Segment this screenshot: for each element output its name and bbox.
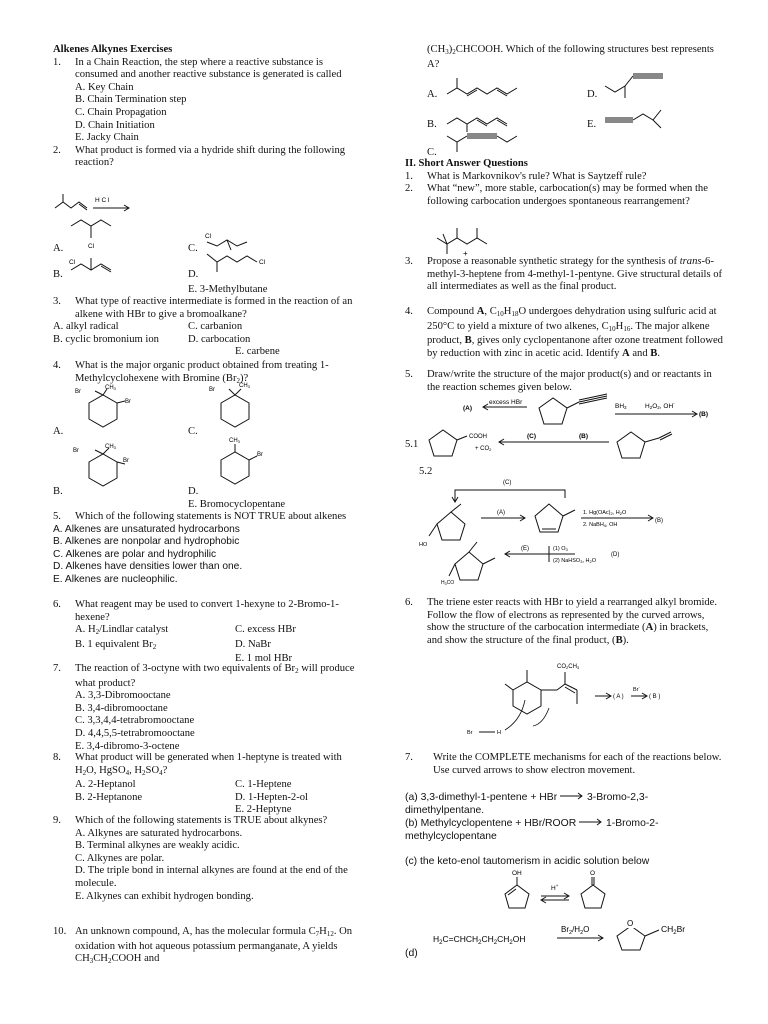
option-label: B. bbox=[53, 486, 63, 497]
bromomethyl-group: $CH_2Br$ bbox=[661, 924, 686, 936]
methyl-group: CH3 bbox=[105, 385, 116, 391]
reagent-label: H2O2, OH- bbox=[645, 401, 675, 410]
option-label: D. bbox=[188, 269, 199, 280]
option: E. 1 mol HBr bbox=[235, 653, 293, 665]
option: D. Alkenes have densities lower than one. bbox=[53, 561, 243, 573]
label-c: (C) bbox=[503, 480, 512, 486]
question-text: , H bbox=[129, 764, 143, 776]
question-text: What “new”, more stable, carbocation(s) may be formed when the following carbocation undergoes spontaneous rearrangement? bbox=[427, 183, 708, 207]
sa-7a bbox=[405, 792, 723, 817]
hbr-label: Br bbox=[467, 730, 473, 736]
sa-question-4: 4. Compound A, $C_{10}H_{18}O$ undergoes dehydration using sulfuric acid at 250°C to yield a mixture of two alkenes, $C_{10}H_{16}$. The major alkene product, B, gives only cyclopentanone after ozone treatment followed by reduction with zinc in acetic acid. Identify A and B. bbox=[405, 306, 723, 359]
option: B. 1 equivalent Br bbox=[75, 638, 153, 650]
question-6 bbox=[53, 599, 358, 666]
starting-material: $H_2C=CHCH_2CH_2CH_2OH$ bbox=[433, 934, 526, 946]
q2-option-b-structure bbox=[69, 254, 139, 284]
option-label: C. bbox=[427, 147, 437, 158]
option: C. excess HBr bbox=[235, 624, 296, 636]
sa2-carbocation-structure bbox=[435, 224, 525, 256]
worksheet-title: Alkenes Alkynes Exercises bbox=[53, 44, 173, 55]
question-text: Draw/write the structure of the major product(s) and or reactants in the reaction schemes given below. bbox=[427, 369, 712, 393]
reaction-text: 3-Bromo-2,3-dimethylpentane. bbox=[405, 792, 649, 816]
question-text: What product will be generated when 1-heptyne is treated with H bbox=[75, 752, 342, 776]
question-text: What type of reactive intermediate is formed in the reaction of an alkene with HBr to give a bromoalkane? bbox=[75, 296, 353, 320]
subscript: 2 bbox=[142, 768, 146, 777]
ring-oxygen: O bbox=[627, 919, 634, 928]
methyl-group: CH3 bbox=[229, 438, 240, 444]
question-text: The reaction of 3-octyne with two equivalents of Br bbox=[75, 663, 296, 674]
hydroxyl-group: HO bbox=[419, 542, 428, 548]
question-number: 1. bbox=[53, 56, 61, 68]
option: C. 1-Heptene bbox=[235, 779, 292, 791]
question-4 bbox=[53, 360, 358, 387]
subscript: 7 bbox=[315, 930, 320, 938]
reaction-text: 1-Bromo-2-methylcyclopentane bbox=[405, 818, 659, 842]
option: B. 2-Heptanone bbox=[75, 791, 143, 803]
q10-option-c-structure bbox=[445, 128, 535, 158]
label-a: (A) bbox=[463, 405, 473, 412]
question-9 bbox=[53, 815, 358, 903]
section-title: II. Short Answer Questions bbox=[405, 158, 528, 169]
label-e: (E) bbox=[521, 546, 529, 552]
option: C. carbanion bbox=[188, 321, 243, 333]
label-b: ( B ) bbox=[649, 694, 661, 700]
reagent-label: excess HBr bbox=[489, 399, 523, 406]
option: C. Chain Propagation bbox=[75, 106, 167, 118]
subscript: 12 bbox=[326, 930, 334, 938]
sa-question-1 bbox=[405, 171, 723, 184]
question-text: CHCOOH. Which of the following structures best represents A? bbox=[427, 44, 714, 70]
q1-block bbox=[53, 44, 358, 170]
option: A. H bbox=[75, 624, 96, 636]
option: A. 2-Heptanol bbox=[75, 779, 136, 791]
question-text: What product is formed via a hydride shift during the following reaction? bbox=[75, 144, 346, 169]
question-number: 9. bbox=[53, 815, 61, 826]
label-c: (C) bbox=[527, 433, 537, 440]
bromine-atom: Br bbox=[75, 389, 81, 395]
carboxyl-group: COOH bbox=[469, 434, 487, 440]
sa-question-3 bbox=[405, 256, 723, 294]
subquestion-label: 5.1 bbox=[405, 439, 419, 450]
option-label: A. bbox=[53, 426, 64, 437]
option-label: A. bbox=[53, 243, 64, 254]
option-label: A. bbox=[427, 89, 438, 100]
bromine-atom: Br bbox=[209, 387, 215, 393]
question-number: 7. bbox=[53, 663, 61, 674]
question-text: Which of the following statements is TRUE about alkynes? bbox=[75, 815, 328, 826]
question-7 bbox=[53, 663, 358, 753]
question-number: 4. bbox=[53, 360, 61, 371]
option: D. 4,4,5,5-tetrabromooctane bbox=[75, 727, 195, 739]
scheme-5-2 bbox=[419, 476, 715, 588]
q4-option-c-structure bbox=[205, 383, 285, 441]
positive-charge: + bbox=[463, 249, 468, 258]
subscript: 2 bbox=[82, 768, 87, 777]
option-label: E. bbox=[587, 119, 597, 130]
question-text: . On oxidation with hot aqueous potassium permanganate, A yields CH bbox=[75, 926, 353, 965]
option-label: C. bbox=[188, 243, 198, 254]
question-text: In a Chain Reaction, the step where a reactive substance is consumed and another reactive substance is generated is called bbox=[75, 56, 342, 81]
chlorine-atom: Cl bbox=[69, 259, 76, 266]
question-number: 5. bbox=[53, 511, 61, 522]
question-number: 8. bbox=[53, 752, 61, 763]
bromide-ion: Br- bbox=[633, 684, 640, 693]
bromine-atom: Br bbox=[125, 399, 131, 405]
q10-option-e-structure bbox=[603, 106, 683, 136]
option: E. Alkynes can exhibit hydrogen bonding. bbox=[75, 890, 254, 902]
option: E. 3,4-dibromo-3-octene bbox=[75, 740, 180, 752]
label-b: (B) bbox=[579, 433, 589, 440]
question-text: H bbox=[319, 926, 327, 937]
question-text: What reagent may be used to convert 1-hexyne to 2-Bromo-1-hexene? bbox=[75, 599, 339, 623]
option: E. Bromocyclopentane bbox=[188, 499, 286, 510]
option: E. 3-Methylbutane bbox=[188, 284, 268, 295]
reagent-label: H C l bbox=[95, 197, 110, 204]
question-number: 7. bbox=[405, 752, 413, 763]
option-label: D. bbox=[188, 486, 199, 497]
option-label: B. bbox=[53, 269, 63, 280]
label-d: (D) bbox=[611, 552, 620, 558]
option: B. 3,4-dibromooctane bbox=[75, 702, 168, 714]
subscript: 2 bbox=[152, 642, 157, 651]
question-text: COOH and bbox=[111, 953, 160, 965]
q2-option-a-structure bbox=[69, 212, 149, 252]
ester-group: CO2CH3 bbox=[557, 664, 580, 670]
question-3 bbox=[53, 296, 358, 359]
question-text: Write the COMPLETE mechanisms for each of the reactions below. Use curved arrows to show electron movement. bbox=[433, 752, 722, 776]
reagent-label: 2. NaBH4, OH bbox=[583, 522, 618, 528]
sa-7c: (c) the keto-enol tautomerism in acidic solution below bbox=[405, 856, 650, 867]
question-10-continued bbox=[427, 44, 717, 71]
option: C. Alkenes are polar and hydrophilic bbox=[53, 548, 217, 560]
option: B. Terminal alkynes are weakly acidic. bbox=[75, 840, 240, 852]
methoxy-group: $H_3CO$ bbox=[441, 580, 455, 586]
hydrogen-atom: H bbox=[497, 730, 501, 736]
question-number: 1. bbox=[405, 170, 413, 182]
subscript: 2 bbox=[452, 48, 456, 56]
reagent-label: (1) O3 bbox=[553, 546, 568, 552]
subscript: 3 bbox=[89, 957, 94, 966]
question-text: SO bbox=[145, 764, 160, 776]
sa-question-5 bbox=[405, 369, 723, 394]
methyl-group: CH3 bbox=[239, 383, 250, 389]
question-8 bbox=[53, 752, 358, 817]
methyl-group: CH3 bbox=[105, 444, 116, 450]
question-text: will produce what product? bbox=[75, 663, 355, 689]
question-text: -6-methyl-3-heptene from 4-methyl-1-pentyne. Give structural details of all intermediates as well as the final product. bbox=[427, 256, 723, 293]
question-number: 6. bbox=[53, 599, 61, 610]
sa-7b bbox=[405, 818, 723, 843]
reaction-arrow bbox=[579, 818, 603, 826]
cyclization-scheme bbox=[431, 916, 723, 952]
option: A. Key Chain bbox=[75, 81, 134, 93]
bromine-atom: Br bbox=[257, 452, 263, 458]
question-text: trans bbox=[679, 256, 702, 267]
option: D. NaBr bbox=[235, 638, 271, 650]
option: C. Alkynes are polar. bbox=[75, 852, 165, 864]
q2-option-d-structure bbox=[203, 250, 283, 280]
reaction-text: (a) 3,3-dimethyl-1-pentene + HBr bbox=[405, 792, 558, 803]
subscript: 4 bbox=[159, 768, 163, 777]
label-b: (B) bbox=[655, 518, 663, 524]
option: A. Alkenes are unsaturated hydrocarbons bbox=[53, 523, 240, 535]
question-number: 2. bbox=[405, 183, 413, 195]
option: E. Jacky Chain bbox=[75, 132, 139, 144]
reagent-label: $Br_2/H_2O$ bbox=[561, 925, 590, 936]
option-label: B. bbox=[427, 119, 437, 130]
option: D. The triple bond in internal alkynes are found at the end of the molecule. bbox=[75, 865, 348, 889]
subscript: 3 bbox=[445, 48, 449, 56]
reaction-text: (b) Methylcyclopentene + HBr/ROOR bbox=[405, 818, 577, 829]
bromine-atom: Br bbox=[73, 448, 79, 454]
question-text: ) bbox=[448, 44, 453, 55]
label-b: (B) bbox=[699, 411, 709, 418]
subscript: 4 bbox=[125, 768, 130, 777]
question-number: 10. bbox=[53, 926, 67, 937]
option: D. Chain Initiation bbox=[75, 119, 155, 131]
question-number: 5. bbox=[405, 369, 413, 380]
subscript: 2 bbox=[236, 376, 241, 385]
q4-option-a-structure bbox=[73, 385, 153, 441]
option: B. cyclic bromonium ion bbox=[53, 333, 159, 345]
bromine-atom: Br bbox=[123, 458, 129, 464]
chlorine-atom: Cl bbox=[259, 259, 266, 266]
q4-option-d-structure bbox=[205, 438, 285, 494]
option-label: D. bbox=[587, 89, 598, 100]
question-1 bbox=[53, 57, 358, 82]
question-text: Which of the following statements is NOT TRUE about alkenes bbox=[75, 511, 347, 522]
carbonyl-oxygen: O bbox=[590, 870, 596, 877]
question-text: (CH bbox=[427, 44, 446, 55]
question-text: ? bbox=[162, 764, 168, 776]
question-number: 4. bbox=[405, 306, 413, 317]
label-a: (A) bbox=[497, 510, 505, 516]
option: A. alkyl radical bbox=[53, 321, 119, 333]
acid-catalyst: H+ bbox=[551, 883, 559, 892]
co2-label: + CO2 bbox=[475, 446, 492, 452]
subscript: 2 bbox=[295, 667, 299, 675]
sa-7d-label: (d) bbox=[405, 948, 418, 959]
option: B. Alkenes are nonpolar and hydrophobic bbox=[53, 536, 240, 548]
option: C. 3,3,4,4-tetrabromooctane bbox=[75, 715, 195, 727]
question-text: An unknown compound, A, has the molecular formula C bbox=[75, 926, 316, 937]
scheme-5-1 bbox=[419, 394, 719, 474]
option: /Lindlar catalyst bbox=[99, 624, 169, 636]
option: E. 2-Heptyne bbox=[235, 804, 292, 816]
question-text: O, HgSO bbox=[86, 764, 126, 776]
sa6-triene-ester-structure bbox=[461, 660, 701, 738]
sa-question-6: 6. The triene ester reacts with HBr to yield a rearranged alkyl bromide. Follow the flow of electrons as represented by the curved arrows, show the structure of the carbocation intermediate (A) in brackets, and show the structure of the final product, (B). bbox=[405, 597, 718, 646]
question-text: What is Markovnikov's rule? What is Saytzeff rule? bbox=[427, 170, 647, 182]
keto-enol-scheme bbox=[495, 870, 625, 920]
question-number: 2. bbox=[53, 144, 61, 156]
subscript: 2 bbox=[107, 957, 112, 966]
subquestion-label: 5.2 bbox=[419, 466, 433, 477]
label-a: ( A ) bbox=[613, 694, 624, 700]
q4-option-b-structure bbox=[73, 446, 153, 498]
question-number: 6. bbox=[405, 597, 413, 608]
option: A. 3,3-Dibromooctane bbox=[75, 690, 171, 702]
reagent-label: BH3 bbox=[615, 403, 627, 410]
q10-option-d-structure bbox=[603, 72, 683, 102]
question-2 bbox=[53, 145, 358, 170]
reagent-label: 1. Hg(OAc)2, H2O bbox=[583, 510, 627, 516]
option: D. 1-Hepten-2-ol bbox=[235, 791, 308, 803]
option: E. Alkenes are nucleophilic. bbox=[53, 573, 178, 585]
question-10 bbox=[53, 926, 358, 968]
question-text: Propose a reasonable synthetic strategy for the synthesis of bbox=[427, 256, 680, 267]
option: B. Chain Termination step bbox=[75, 94, 187, 106]
hydroxyl-group: OH bbox=[512, 870, 522, 877]
section-2 bbox=[405, 158, 723, 208]
question-number: 3. bbox=[405, 256, 413, 267]
reaction-arrow bbox=[560, 792, 584, 800]
option: E. carbene bbox=[235, 346, 280, 358]
chlorine-atom: Cl bbox=[205, 233, 212, 240]
question-text: CH bbox=[93, 953, 108, 965]
chlorine-atom: Cl bbox=[88, 243, 95, 250]
q10-option-a-structure bbox=[445, 74, 535, 104]
question-text: What is the major organic product obtained from treating 1-Methylcyclohexene with Bromine (Br bbox=[75, 360, 329, 384]
question-5 bbox=[53, 511, 358, 587]
option-label: C. bbox=[188, 426, 198, 437]
sa-question-2 bbox=[405, 183, 723, 208]
question-text: )? bbox=[240, 372, 249, 384]
reagent-label: (2) NaHSO3, H2O bbox=[553, 558, 596, 564]
option: A. Alkynes are saturated hydrocarbons. bbox=[75, 827, 243, 839]
sa-question-7 bbox=[405, 752, 723, 777]
question-number: 3. bbox=[53, 296, 61, 307]
subscript: 2 bbox=[95, 628, 100, 637]
option: D. carbocation bbox=[188, 333, 251, 345]
